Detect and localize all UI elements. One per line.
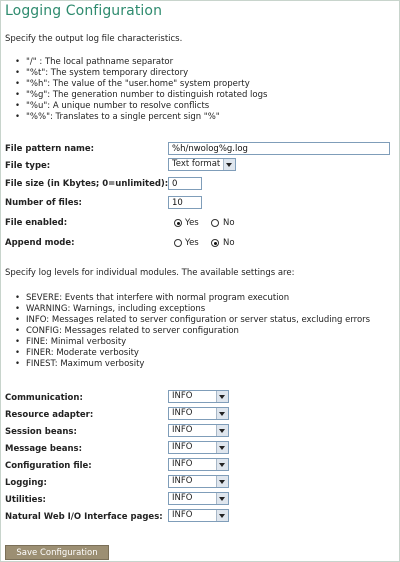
module-level-value: INFO bbox=[172, 391, 193, 401]
levels-help-list bbox=[15, 293, 370, 370]
file-type-select[interactable] bbox=[168, 158, 236, 171]
append-mode-no-radio[interactable] bbox=[211, 239, 219, 247]
list-item: • FINER: Moderate verbosity bbox=[15, 348, 370, 359]
list-item: • FINEST: Maximum verbosity bbox=[15, 359, 370, 370]
chevron-down-icon[interactable] bbox=[216, 510, 228, 521]
chevron-down-icon[interactable] bbox=[216, 425, 228, 436]
file-enabled-label: File enabled: bbox=[5, 218, 68, 228]
module-level-select[interactable] bbox=[168, 407, 229, 420]
list-item: • "%%": Translates to a single percent sign "%" bbox=[15, 112, 267, 123]
module-level-value: INFO bbox=[172, 493, 193, 503]
chevron-down-icon[interactable] bbox=[216, 493, 228, 504]
module-label-message-beans: Message beans: bbox=[5, 444, 82, 454]
list-item: • INFO: Messages related to server configuration or server status, excluding errors bbox=[15, 315, 370, 326]
append-mode-no-label: No bbox=[223, 238, 235, 248]
module-label-communication: Communication: bbox=[5, 393, 83, 403]
list-item: • WARNING: Warnings, including exceptions bbox=[15, 304, 370, 315]
module-label-configuration-file: Configuration file: bbox=[5, 461, 92, 471]
module-label-natural-web-io: Natural Web I/O Interface pages: bbox=[5, 512, 163, 522]
page-title: Logging Configuration bbox=[5, 3, 163, 19]
module-level-select[interactable] bbox=[168, 475, 229, 488]
list-item: • "/" : The local pathname separator bbox=[15, 57, 267, 68]
append-mode-yes-radio[interactable] bbox=[174, 239, 182, 247]
num-files-input[interactable] bbox=[168, 196, 202, 209]
file-enabled-yes-radio[interactable] bbox=[174, 219, 182, 227]
list-item: • SEVERE: Events that interfere with normal program execution bbox=[15, 293, 370, 304]
list-item: • "%u": A unique number to resolve conflicts bbox=[15, 101, 267, 112]
module-level-select[interactable] bbox=[168, 390, 229, 403]
module-level-select[interactable] bbox=[168, 509, 229, 522]
pattern-help-list bbox=[15, 57, 267, 123]
file-enabled-no-radio[interactable] bbox=[211, 219, 219, 227]
chevron-down-icon[interactable] bbox=[216, 408, 228, 419]
num-files-label: Number of files: bbox=[5, 198, 82, 208]
module-level-select[interactable] bbox=[168, 458, 229, 471]
file-type-label: File type: bbox=[5, 161, 51, 171]
module-label-resource-adapter: Resource adapter: bbox=[5, 410, 94, 420]
save-configuration-button[interactable]: Save Configuration bbox=[5, 545, 109, 560]
intro-text: Specify the output log file characteristics. bbox=[5, 34, 183, 44]
list-item: • "%g": The generation number to distinguish rotated logs bbox=[15, 90, 267, 101]
append-mode-label: Append mode: bbox=[5, 238, 75, 248]
chevron-down-icon[interactable] bbox=[216, 442, 228, 453]
module-level-value: INFO bbox=[172, 459, 193, 469]
module-level-value: INFO bbox=[172, 476, 193, 486]
chevron-down-icon[interactable] bbox=[223, 159, 235, 170]
list-item: • CONFIG: Messages related to server configuration bbox=[15, 326, 370, 337]
file-enabled-no-label: No bbox=[223, 218, 235, 228]
file-type-value: Text format bbox=[172, 159, 221, 169]
module-level-select[interactable] bbox=[168, 492, 229, 505]
module-level-value: INFO bbox=[172, 408, 193, 418]
chevron-down-icon[interactable] bbox=[216, 476, 228, 487]
module-level-select[interactable] bbox=[168, 441, 229, 454]
list-item: • FINE: Minimal verbosity bbox=[15, 337, 370, 348]
file-enabled-yes-label: Yes bbox=[185, 218, 199, 228]
file-size-label: File size (in Kbytes; 0=unlimited): bbox=[5, 179, 169, 189]
module-level-select[interactable] bbox=[168, 424, 229, 437]
module-level-value: INFO bbox=[172, 442, 193, 452]
file-size-input[interactable] bbox=[168, 177, 202, 190]
append-mode-yes-label: Yes bbox=[185, 238, 199, 248]
list-item: • "%h": The value of the "user.home" system property bbox=[15, 79, 267, 90]
module-label-session-beans: Session beans: bbox=[5, 427, 77, 437]
module-level-value: INFO bbox=[172, 425, 193, 435]
levels-intro-text: Specify log levels for individual modules. The available settings are: bbox=[5, 268, 295, 278]
module-level-value: INFO bbox=[172, 510, 193, 520]
chevron-down-icon[interactable] bbox=[216, 391, 228, 402]
chevron-down-icon[interactable] bbox=[216, 459, 228, 470]
file-pattern-input[interactable] bbox=[168, 142, 390, 155]
module-label-utilities: Utilities: bbox=[5, 495, 46, 505]
module-label-logging: Logging: bbox=[5, 478, 47, 488]
file-pattern-label: File pattern name: bbox=[5, 144, 95, 154]
list-item: • "%t": The system temporary directory bbox=[15, 68, 267, 79]
